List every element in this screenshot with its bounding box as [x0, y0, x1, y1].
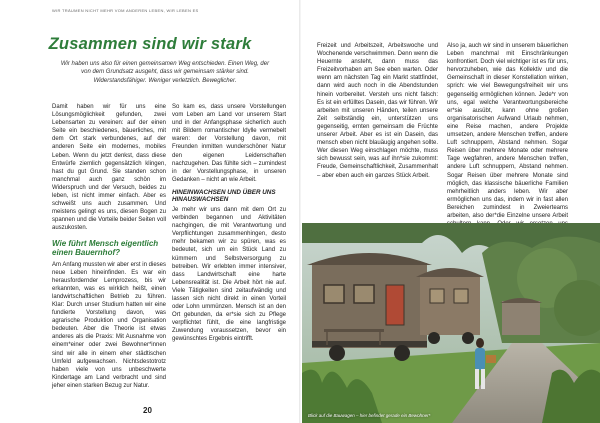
paragraph: Am Anfang mussten wir aber erst in dieses neue Leben hineinfinden. Es war ein herausfordernder Lernprozess, bis wir erkannten, was es wirklich heißt, einen landwirtschaftlichen Betrieb zu führen. Klar: Durch unser Studium hatten wir eine fundierte Vorstellung davon, was agrarische Produktion und Organisation bedeuten. Aber die Theorie ist etwas anderes als die Praxis: Mit Ausnahme von einem*einer oder zwei Bewohner*innen sind wir alle in einem eher städtischen Umfeld aufgewachsen. Nichtsdestotrotz haben viele von uns unbeschwerte Kindertage am Land verbracht und sind jeher einen starken Bezug zur Natur. — [52, 261, 166, 389]
paragraph: Freizeit und Arbeitszeit, Arbeitswoche und Wochenende verschwimmen. Denn wenn die Heuernte ansteht, dann muss das Freizeitvorhaben am See eben warten. Oder wenn am nächsten Tag ein Markt stattfindet, dann wird auch noch in die Abendstunden hinein vorbereitet. Versteh uns nicht falsch: Es ist ein erfülltes Dasein, das wir führen. Wir arbeiten mit unseren Händen, teilen unsere Zeit selbständig ein, unterstützen uns gegenseitig, ernten gemeinsam die Früchte unserer Arbeit. Aber es ist ein Dasein, das mensch eben nicht blauäugig angehen sollte. Wer diesen Weg einschlagen möchte, muss sich bewusst sein, was auf ihn*sie zukommt: Freude, Gemeinschaftlichkeit, Zusammenhalt – aber eben auch ein ganzes Stück Arbeit. — [317, 43, 438, 179]
paragraph: So kam es, dass unsere Vorstellungen vom Leben am Land vor unserem Start und in der Anfangsphase sicherlich auch mit Bildern romantischer Idylle vermebelt waren: der Vorstellung davon, mit Freunden inmitten wunderschöner Natur den eigenen Leidenschaften nachzugehen. Das fühlte sich – zumindest in der Vorstellungsphase, in unseren Gedanken – nicht an wie Arbeit. — [172, 104, 286, 183]
column-4 — [447, 42, 568, 236]
running-header: WIR TRÄUMEN NICHT MEHR VOM ANDEREN LEBEN, WIR LEBEN ES — [52, 8, 199, 13]
paragraph: Also ja, auch wir sind in unserem bäuerlichen Leben manchmal mit Einschränkungen konfrontiert. Doch viel wichtiger ist es für uns, hervorzuheben, wie das Kollektiv und die Gemeinschaft in dieser Konstellation wirken, sprich: wie viel Bewegungsfreiheit wir uns gegenseitig ermöglichen können. Jede*r von uns, egal welche Verantwortungsbereiche er*sie ausübt, kann ohne großen organisatorischen Aufwand Urlaub nehmen, eine Reise machen, andere Projekte umsetzen, andere Menschen treffen, andere Luft schnuppern, Abstand nehmen. Sogar Reisen über mehrere Monate oder mehrere Tage wegfahren, andere Menschen treffen, andere Luft schnuppern, Abstand nehmen. Sogar Reisen über mehrere Monate sind möglich, das klassische bäuerliche Familien mehrheitlich anders leben. Wir aber ermöglichen uns das, indem wir in fast allen Bereichen zumindest in Zweierteams arbeiten, also der*die Einzelne unsere Arbeit — [447, 43, 568, 219]
chapter-title: Zusammen sind wir stark — [48, 35, 252, 53]
paragraph: Damit haben wir für uns eine Lösungsmöglichkeit gefunden, zwei Lebensarten zu vereinen: auf der einen Seite ein beschiedenes, bäuerliches, mit dem Ort stark verbundenes, auf der anderen Seite ein modernes, mobiles Leben. Wenn du jetzt denkst, dass diese Entwürfe ziemlich gegensätzlich klingen, hast du gut Grund. Sie standen schon manchmal auch ganz schön im Widerspruch und der Versuch, beides zu leben, ist nicht immer einfach. Aber es schweißt uns auch zusammen. Und meistens gelingt es uns, diesen Bogen zu spannen und die Vorteile beider Seiten voll auszukosten. — [52, 104, 166, 232]
subsection-heading: HINEINWACHSEN UND ÜBER UNS HINAUSWACHSEN — [172, 188, 276, 204]
section-heading: Wie führt Mensch eigentlich einen Bauernhof? — [52, 238, 159, 257]
photo-caption: Blick auf die Bauwagen – hier befindet gerade ein Bewohner* — [308, 413, 431, 418]
column-2 — [172, 103, 286, 344]
intro-text: Wir haben uns also für einen gemeinsamen Weg entschieden. Einen Weg, der von dem Grundsatz ausgeht, dass wir gemeinsam stärker sind. Widerstandsfähiger. Weniger verletzlich. Beweglicher. — [60, 61, 270, 84]
page-gutter — [299, 0, 301, 423]
photo-bauwagen — [302, 223, 600, 423]
column-3 — [317, 42, 438, 180]
paragraph: Je mehr wir uns dann mit dem Ort zu verbinden begannen und Aktivitäten nachgingen, die mit Verantwortung und Verpflichtungen zusammenhingen, desto mehr bekamen wir zu spüren, was es bedeutet, sich um ein Stück Land zu kümmern und Selbstversorgung zu betreiben. Wir erlebten immer intensiver, dass Landwirtschaft eine harte Lebensrealität ist. Die Arbeit hört nie auf. Viele Tätigkeiten sind zeitaufwändig und lassen sich nicht direkt in einen Vorteil oder Lohn ummünzen. Mensch ist an den Ort gebunden, da er*sie sich zu Pflege verpflichtet fühlt, die eine langfristige Zuwendung voraussetzen, bevor ein gewünschtes Ergebnis eintrifft. — [172, 206, 286, 343]
photo-illustration — [302, 223, 600, 423]
column-1 — [52, 103, 166, 390]
page-number: 20 — [143, 406, 152, 415]
